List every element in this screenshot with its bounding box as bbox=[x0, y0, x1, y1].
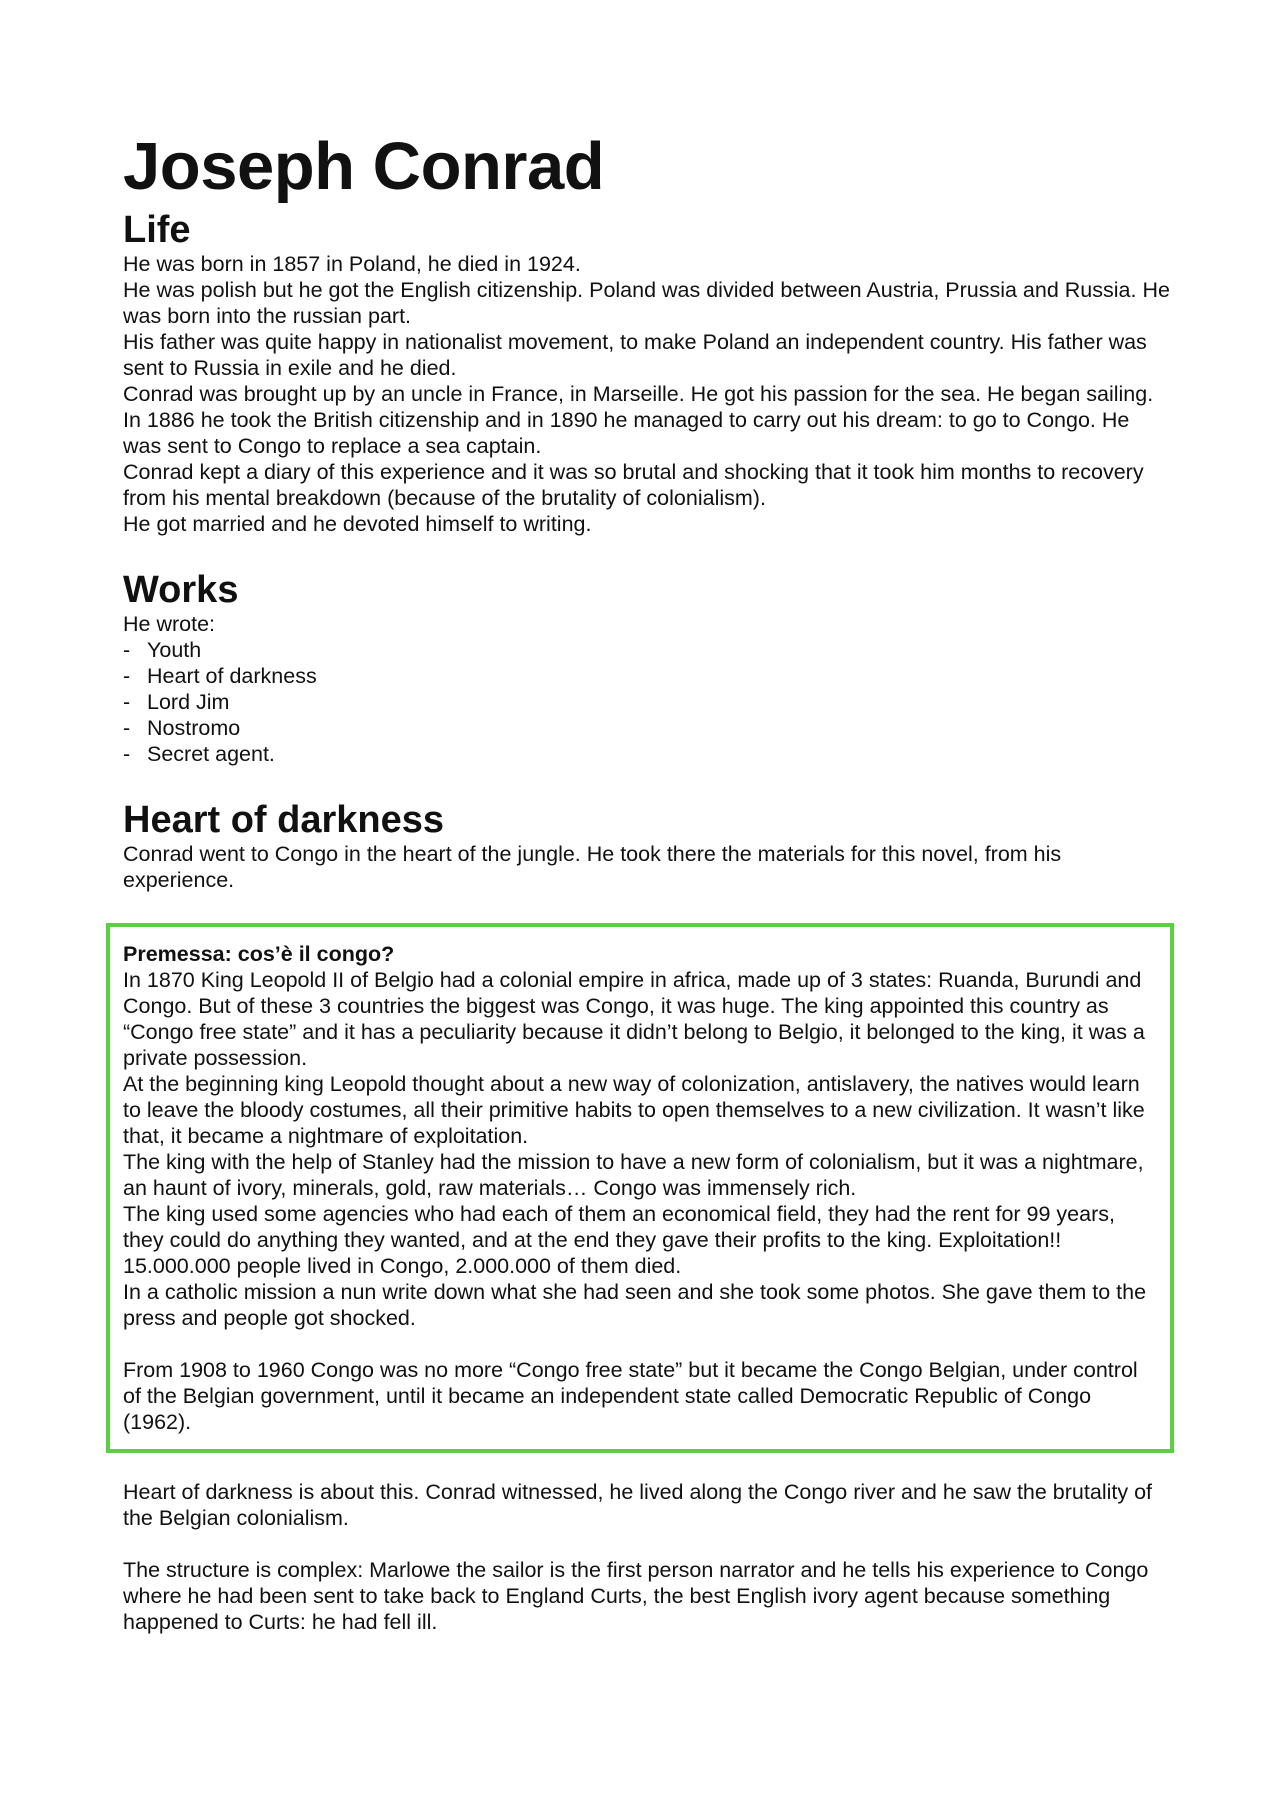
works-intro: He wrote: bbox=[123, 612, 216, 636]
box-paragraph: The king used some agencies who had each of them an economical field, they had the rent for 99 years, they could do anything they wanted, and at the end they gave their profits to the king. Exploitation!! bbox=[123, 1202, 1115, 1252]
works-section bbox=[123, 569, 1170, 767]
life-heading: Life bbox=[123, 209, 191, 251]
list-item: - Secret agent. bbox=[123, 741, 1170, 767]
box-closing-paragraph: From 1908 to 1960 Congo was no more “Congo free state” but it became the Congo Belgian, under control of the Belgian government, until it became an independent state called Democratic Republic of Congo (1962). bbox=[123, 1358, 1138, 1434]
box-paragraph: 15.000.000 people lived in Congo, 2.000.000 of them died. bbox=[123, 1254, 682, 1278]
list-item: - Youth bbox=[123, 637, 1170, 663]
works-list bbox=[123, 637, 1170, 767]
heart-of-darkness-intro: Conrad went to Congo in the heart of the jungle. He took there the materials for this novel, from his experience. bbox=[123, 842, 1062, 892]
life-paragraph: Conrad kept a diary of this experience and it was so brutal and shocking that it took him months to recovery from his mental breakdown (because of the brutality of colonialism). bbox=[123, 460, 1144, 510]
congo-premise-box bbox=[106, 923, 1174, 1453]
heart-of-darkness-section bbox=[123, 799, 1170, 1635]
list-item: - Lord Jim bbox=[123, 689, 1170, 715]
heart-of-darkness-heading: Heart of darkness bbox=[123, 799, 445, 841]
life-section bbox=[123, 209, 1170, 537]
box-paragraph: In a catholic mission a nun write down what she had seen and she took some photos. She gave them to the press and people got shocked. bbox=[123, 1280, 1147, 1330]
works-body bbox=[123, 611, 1170, 767]
life-body bbox=[123, 251, 1170, 537]
works-heading: Works bbox=[123, 569, 239, 611]
heart-of-darkness-body bbox=[123, 841, 1170, 1635]
paragraph-gap bbox=[123, 1331, 1158, 1357]
box-paragraph: The king with the help of Stanley had the mission to have a new form of colonialism, but it was a nightmare, an haunt of ivory, minerals, gold, raw materials… Congo was immensely rich. bbox=[123, 1150, 1144, 1200]
list-item: - Nostromo bbox=[123, 715, 1170, 741]
list-item: - Heart of darkness bbox=[123, 663, 1170, 689]
life-paragraph: In 1886 he took the British citizenship and in 1890 he managed to carry out his dream: to go to Congo. He was sent to Congo to replace a sea captain. bbox=[123, 408, 1130, 458]
box-paragraph: At the beginning king Leopold thought about a new way of colonization, antislavery, the natives would learn to leave the bloody costumes, all their primitive habits to open themselves to a new civilization. It wasn’t like that, it became a nightmare of exploitation. bbox=[123, 1072, 1145, 1148]
life-paragraph: Conrad was brought up by an uncle in France, in Marseille. He got his passion for the sea. He began sailing. bbox=[123, 382, 1154, 406]
life-paragraph: He was polish but he got the English citizenship. Poland was divided between Austria, Prussia and Russia. He was born into the russian part. bbox=[123, 278, 1170, 328]
life-paragraph: His father was quite happy in nationalist movement, to make Poland an independent country. His father was sent to Russia in exile and he died. bbox=[123, 330, 1147, 380]
page-title: Joseph Conrad bbox=[123, 129, 605, 204]
box-paragraph: In 1870 King Leopold II of Belgio had a colonial empire in africa, made up of 3 states: Ruanda, Burundi and Congo. But of these 3 countries the biggest was Congo, it was huge. The king appointed this country as “Congo free state” and it has a peculiarity because it didn’t belong to Belgio, it belonged to the king, it was a private possession. bbox=[123, 968, 1145, 1070]
box-title: Premessa: cos’è il congo? bbox=[123, 942, 395, 966]
after-paragraph: Heart of darkness is about this. Conrad witnessed, he lived along the Congo river and he saw the brutality of the Belgian colonialism. bbox=[123, 1480, 1152, 1530]
life-paragraph: He was born in 1857 in Poland, he died in 1924. bbox=[123, 252, 581, 276]
life-paragraph: He got married and he devoted himself to writing. bbox=[123, 512, 592, 536]
after-paragraph: The structure is complex: Marlowe the sailor is the first person narrator and he tells his experience to Congo where he had been sent to take back to England Curts, the best English ivory agent because something happened to Curts: he had fell ill. bbox=[123, 1558, 1149, 1634]
